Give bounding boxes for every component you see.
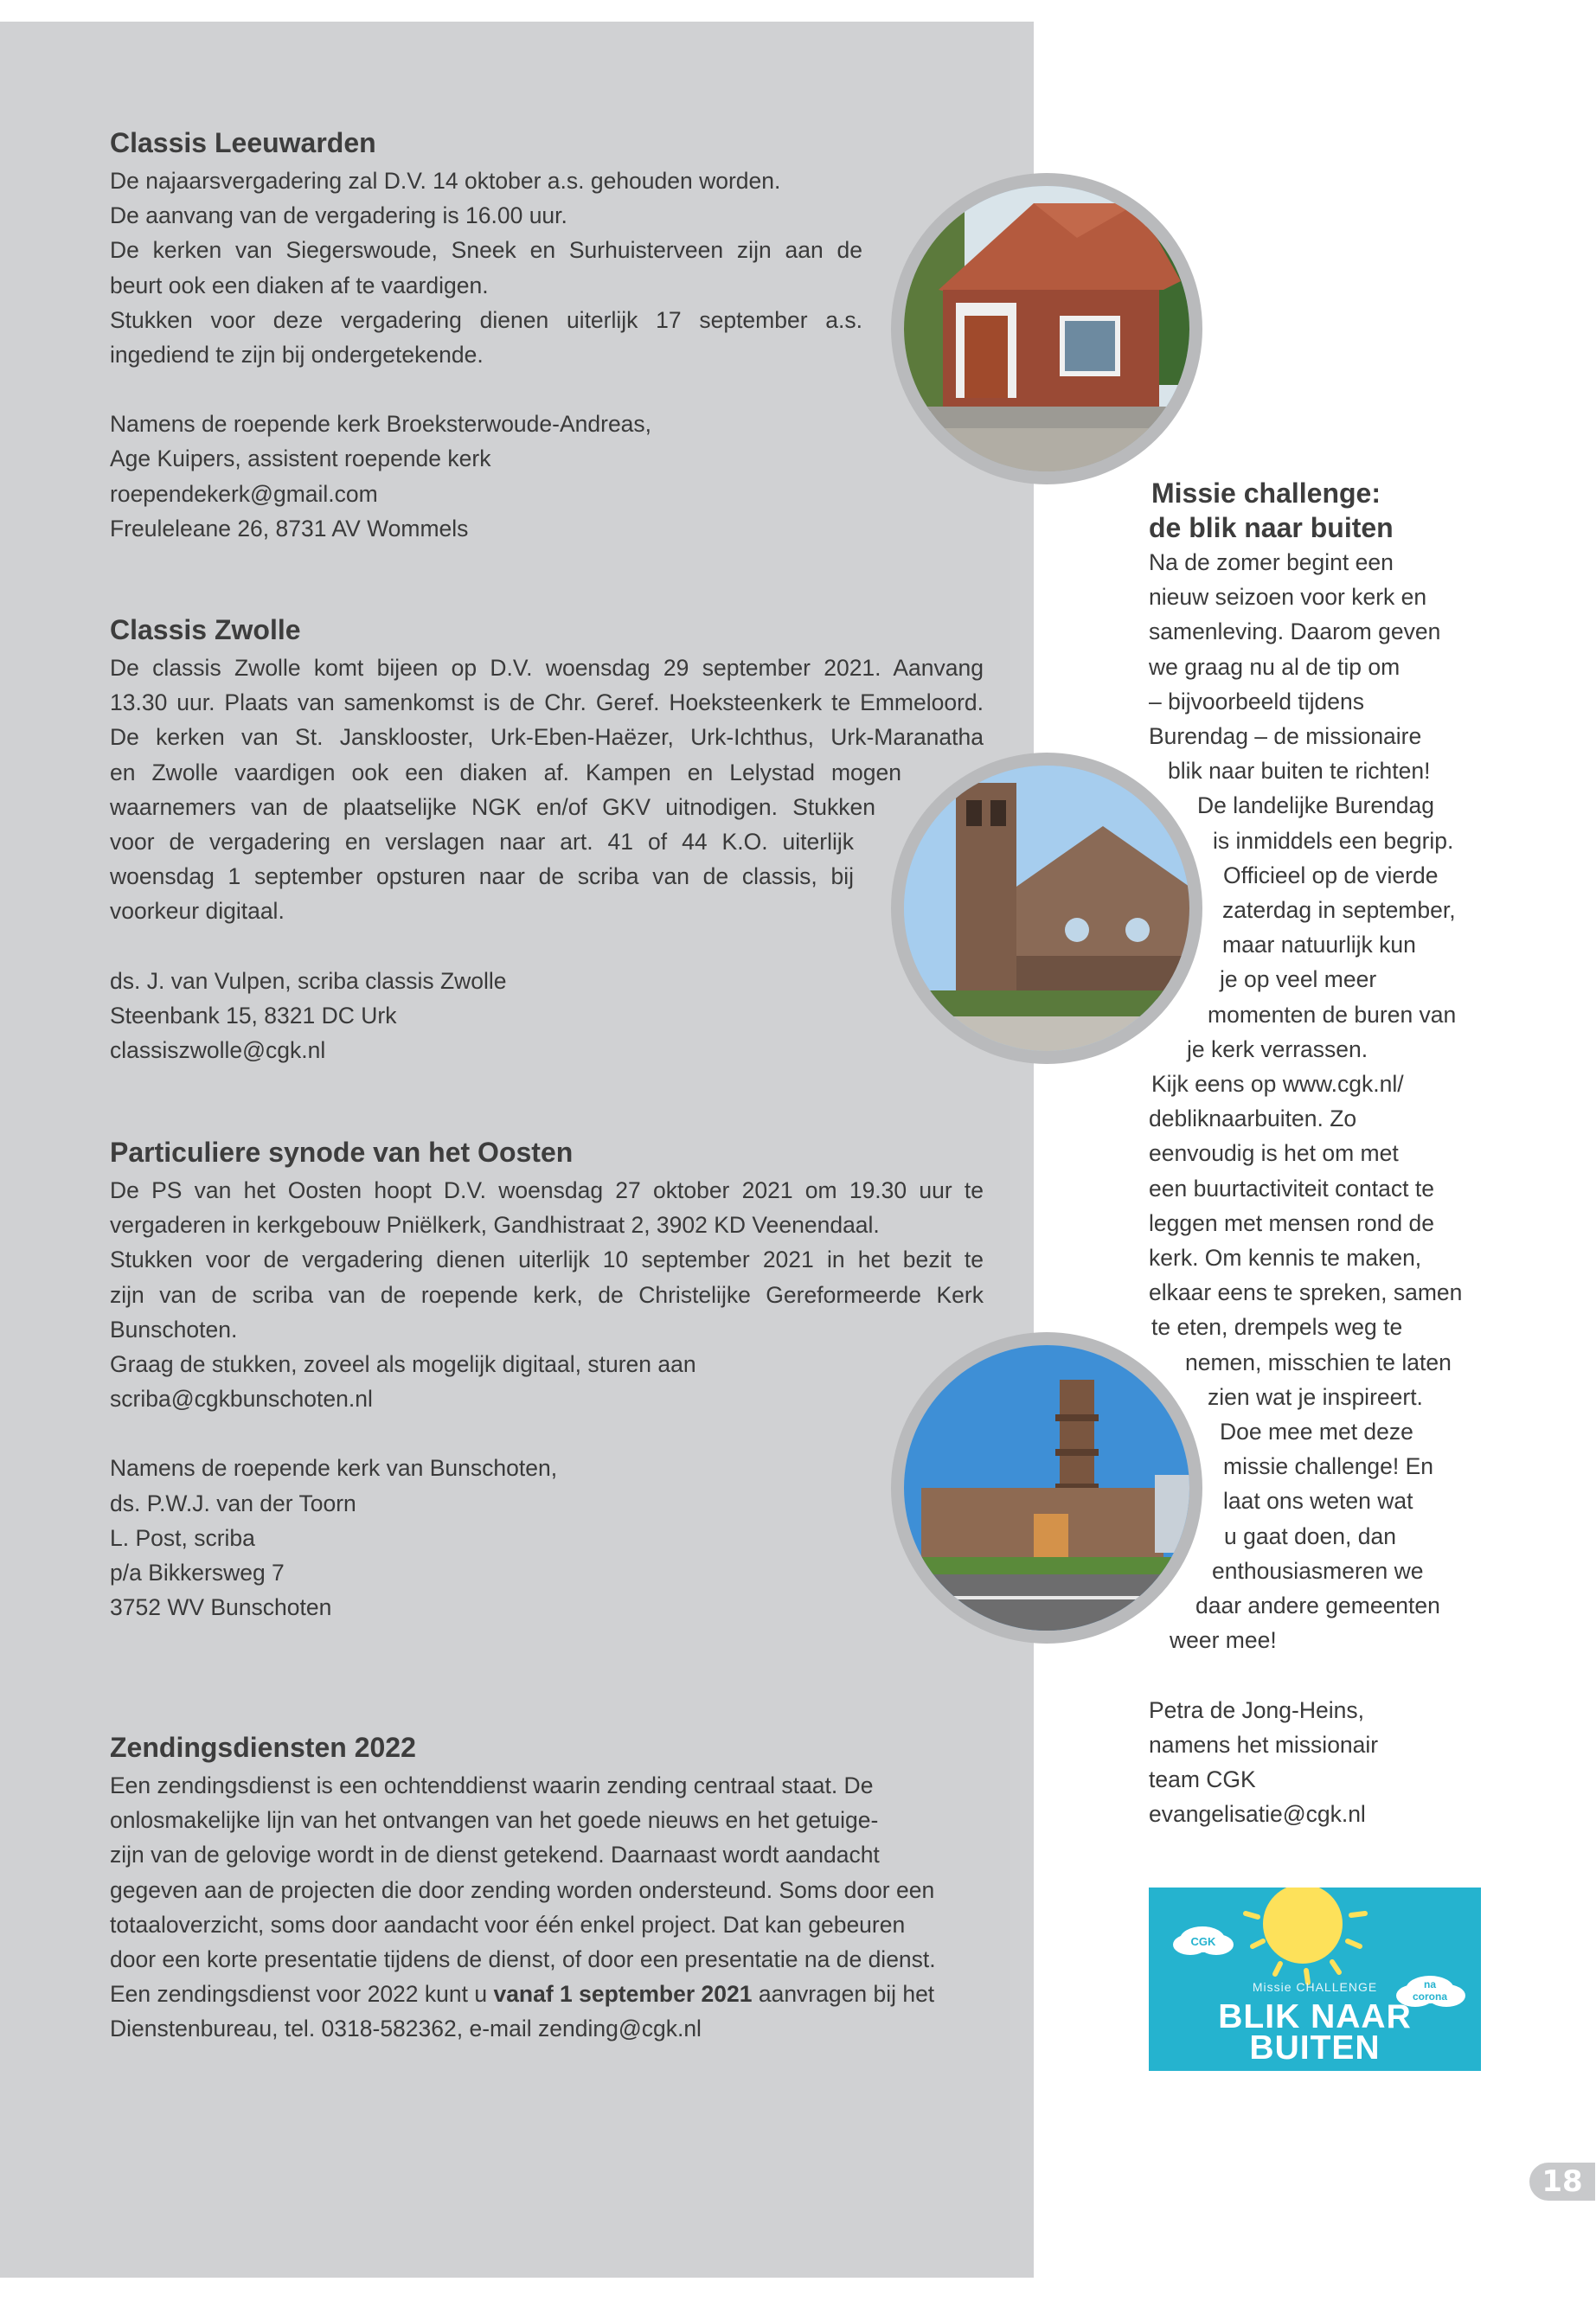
text-line: Doe mee met deze xyxy=(1220,1419,1413,1445)
bold-date: vanaf 1 september 2021 xyxy=(493,1981,753,2008)
signature-line: 3752 WV Bunschoten xyxy=(110,1594,332,1621)
text-line: is inmiddels een begrip. xyxy=(1213,827,1454,854)
paragraph-line: zijn van de scriba van de roepende kerk, de Christelijke Gereformeerde Kerk xyxy=(110,1281,984,1308)
missie-title: Missie challenge: xyxy=(1151,478,1381,509)
cloud-text: corona xyxy=(1412,1990,1447,2003)
text-line: eenvoudig is het om met xyxy=(1149,1140,1399,1167)
text-line: je op veel meer xyxy=(1220,966,1377,993)
text-line: – bijvoorbeeld tijdens xyxy=(1149,688,1364,715)
signature-line: team CGK xyxy=(1149,1766,1256,1792)
modern-church-photo xyxy=(904,1345,1189,1631)
text-line: een buurtactiviteit contact te xyxy=(1149,1175,1434,1202)
signature-line: p/a Bikkersweg 7 xyxy=(110,1560,285,1586)
paragraph-line: voor de vergadering en verslagen naar art. 41 of 44 K.O. uiterlijk xyxy=(110,829,854,856)
paragraph-line: Stukken voor deze vergadering dienen uiterlijk 17 september a.s. xyxy=(110,306,862,333)
text-line: blik naar buiten te richten! xyxy=(1168,758,1431,785)
paragraph-line: vergaderen in kerkgebouw Pniëlkerk, Gandhistraat 2, 3902 KD Veenendaal. xyxy=(110,1212,880,1239)
paragraph-line: Dienstenbureau, tel. 0318-582362, e-mail zending@cgk.nl xyxy=(110,2016,702,2042)
signature-line: L. Post, scriba xyxy=(110,1524,255,1551)
section-title: Zendingsdiensten 2022 xyxy=(110,1732,416,1763)
church-photo xyxy=(904,766,1189,1051)
page-number: 18 xyxy=(1529,2163,1595,2201)
paragraph-line: zijn van de gelovige wordt in de dienst getekend. Daarnaast wordt aandacht xyxy=(110,1842,880,1868)
paragraph-line: Stukken voor de vergadering dienen uiterlijk 10 september 2021 in het bezit te xyxy=(110,1247,984,1273)
paragraph-line: en Zwolle vaardigen ook een diaken af. Kampen en Lelystad mogen xyxy=(110,759,901,785)
paragraph-line: De PS van het Oosten hoopt D.V. woensdag 27 oktober 2021 om 19.30 uur te xyxy=(110,1177,984,1203)
signature-line: Steenbank 15, 8321 DC Urk xyxy=(110,1002,397,1029)
section-classis-leeuwarden xyxy=(110,125,984,546)
paragraph-line: De aanvang van de vergadering is 16.00 uur. xyxy=(110,202,567,229)
text-line: zien wat je inspireert. xyxy=(1208,1383,1423,1410)
text-line: Na de zomer begint een xyxy=(1149,549,1394,575)
paragraph-line: waarnemers van de plaatselijke NGK en/of GKV uitnodigen. Stukken xyxy=(110,793,875,820)
text-line: momenten de buren van xyxy=(1208,1001,1457,1028)
paragraph-line: De kerken van St. Jansklooster, Urk-Eben-Haëzer, Urk-Ichthus, Urk-Maranatha xyxy=(110,724,984,751)
text-line: zaterdag in september, xyxy=(1222,897,1456,924)
paragraph-line: woensdag 1 september opsturen naar de scriba van de classis, bij xyxy=(110,863,854,890)
paragraph-line: Graag de stukken, zoveel als mogelijk digitaal, sturen aan xyxy=(110,1351,696,1378)
signature-line: Petra de Jong-Heins, xyxy=(1149,1696,1364,1723)
text-line: daar andere gemeenten xyxy=(1195,1593,1440,1619)
signature-line: Namens de roepende kerk van Bunschoten, xyxy=(110,1455,558,1482)
paragraph-line: onlosmakelijke lijn van het ontvangen van het goede nieuws en het getuige- xyxy=(110,1807,879,1834)
text-line: elkaar eens te spreken, samen xyxy=(1149,1279,1463,1306)
section-title: Particuliere synode van het Oosten xyxy=(110,1137,574,1168)
text-run: Een zendingsdienst voor 2022 kunt u xyxy=(110,1981,494,2008)
banner-subtitle: Missie CHALLENGE xyxy=(1252,1980,1378,1994)
text-line: missie challenge! En xyxy=(1223,1453,1434,1480)
paragraph-line: totaaloverzicht, soms door aandacht voor één enkel project. Dat kan gebeuren xyxy=(110,1911,906,1938)
paragraph-line: De kerken van Siegerswoude, Sneek en Surhuisterveen zijn aan de xyxy=(110,237,862,264)
text-run: aanvragen bij het xyxy=(752,1981,935,2008)
signature-line: Namens de roepende kerk Broeksterwoude-Andreas, xyxy=(110,411,652,438)
blik-naar-buiten-banner xyxy=(1149,1888,1481,2071)
text-line: laat ons weten wat xyxy=(1223,1488,1413,1515)
paragraph-line: beurt ook een diaken af te vaardigen. xyxy=(110,272,489,298)
paragraph-line: door een korte presentatie tijdens de dienst, of door een presentatie na de dienst. xyxy=(110,1946,936,1973)
text-line: u gaat doen, dan xyxy=(1224,1522,1396,1549)
text-line: nemen, misschien te laten xyxy=(1185,1349,1452,1375)
text-line: weer mee! xyxy=(1170,1627,1277,1654)
section-particuliere-synode xyxy=(110,1135,984,1625)
signature-line: namens het missionair xyxy=(1149,1731,1379,1758)
text-line: je kerk verrassen. xyxy=(1187,1035,1368,1062)
email-link[interactable]: classiszwolle@cgk.nl xyxy=(110,1037,326,1064)
paragraph-line xyxy=(110,1977,984,2011)
paragraph-line: De najaarsvergadering zal D.V. 14 oktober a.s. gehouden worden. xyxy=(110,168,781,194)
text-line: enthousiasmeren we xyxy=(1212,1557,1424,1584)
paragraph-line: gegeven aan de projecten die door zending worden ondersteund. Soms door een xyxy=(110,1876,935,1903)
email-link[interactable]: roependekerk@gmail.com xyxy=(110,480,378,507)
section-title: Classis Leeuwarden xyxy=(110,127,376,158)
paragraph-line: Bunschoten. xyxy=(110,1316,238,1343)
section-zendingsdiensten xyxy=(110,1730,984,2047)
email-link[interactable]: scriba@cgkbunschoten.nl xyxy=(110,1386,373,1413)
text-line: we graag nu al de tip om xyxy=(1149,653,1401,680)
missie-challenge xyxy=(1149,476,1495,1831)
text-line: Officieel op de vierde xyxy=(1223,862,1439,888)
paragraph-line: voorkeur digitaal. xyxy=(110,898,285,925)
email-link[interactable]: evangelisatie@cgk.nl xyxy=(1149,1801,1366,1828)
cgk-logo: CGK xyxy=(1190,1935,1216,1948)
text-line: kerk. Om kennis te maken, xyxy=(1149,1245,1422,1272)
signature-line: ds. P.W.J. van der Toorn xyxy=(110,1490,356,1516)
signature-line: ds. J. van Vulpen, scriba classis Zwolle xyxy=(110,967,507,994)
url-link[interactable]: Kijk eens op www.cgk.nl/ xyxy=(1151,1071,1404,1098)
text-line: te eten, drempels weg te xyxy=(1151,1314,1403,1341)
text-line: Burendag – de missionaire xyxy=(1149,723,1422,750)
text-line: nieuw seizoen voor kerk en xyxy=(1149,584,1427,611)
section-title: Classis Zwolle xyxy=(110,614,301,645)
paragraph-line: Een zendingsdienst is een ochtenddienst waarin zending centraal staat. De xyxy=(110,1772,874,1798)
text-line: samenleving. Daarom geven xyxy=(1149,619,1441,645)
cloud-text: na xyxy=(1423,1978,1436,1990)
paragraph-line: 13.30 uur. Plaats van samenkomst is de Chr. Geref. Hoeksteenkerk te Emmeloord. xyxy=(110,689,984,716)
missie-subtitle: de blik naar buiten xyxy=(1149,512,1394,543)
paragraph-line: De classis Zwolle komt bijeen op D.V. woensdag 29 september 2021. Aanvang xyxy=(110,655,984,681)
signature-line: Freuleleane 26, 8731 AV Wommels xyxy=(110,515,469,542)
paragraph-line: ingediend te zijn bij ondergetekende. xyxy=(110,342,484,369)
sun-icon xyxy=(1246,1888,1365,1983)
chapel-photo xyxy=(904,186,1189,471)
photo-ring xyxy=(891,173,1202,484)
section-classis-zwolle xyxy=(110,612,984,1067)
text-line: leggen met mensen rond de xyxy=(1149,1209,1434,1236)
banner-title: BUITEN xyxy=(1249,2029,1381,2067)
text-line: De landelijke Burendag xyxy=(1197,792,1435,819)
banner-title: BLIK NAAR xyxy=(1218,1998,1412,2035)
url-link[interactable]: debliknaarbuiten. Zo xyxy=(1149,1106,1357,1132)
text-line: maar natuurlijk kun xyxy=(1222,932,1416,958)
signature-line: Age Kuipers, assistent roepende kerk xyxy=(110,445,491,472)
